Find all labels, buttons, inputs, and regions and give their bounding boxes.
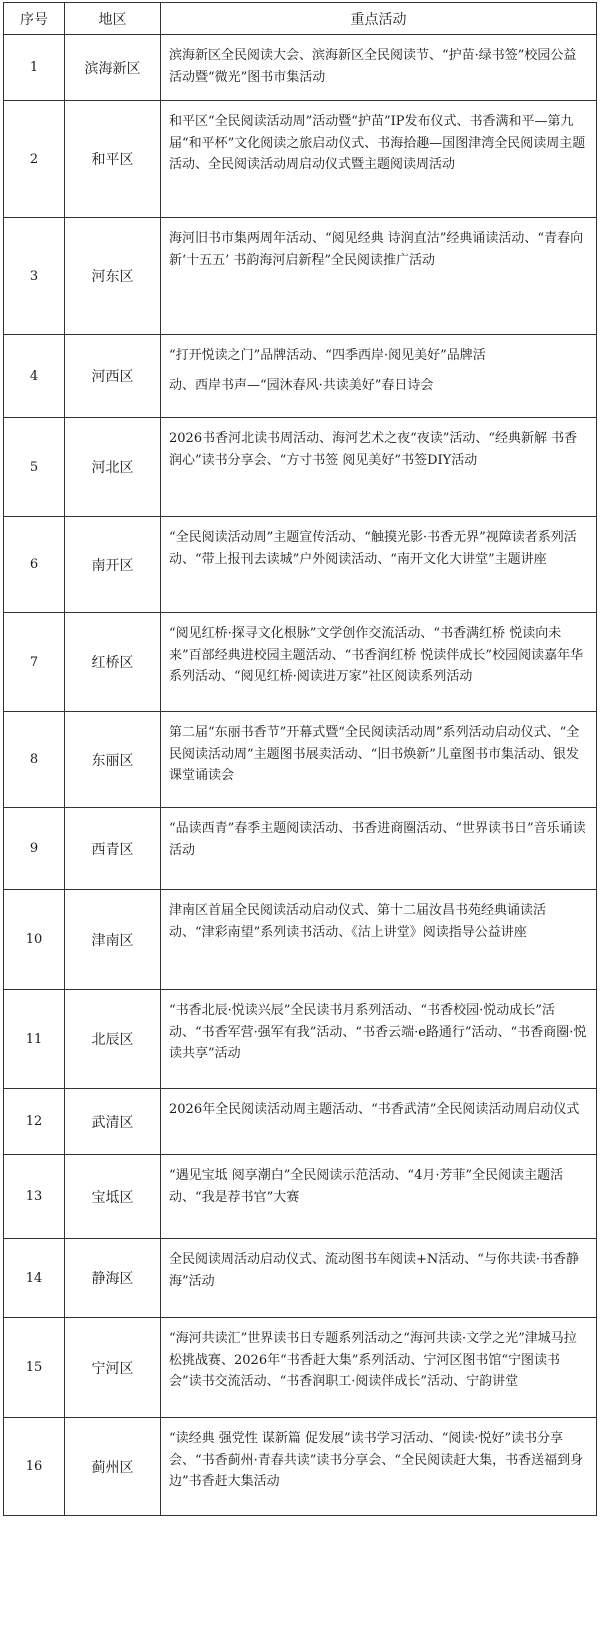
table-row bbox=[4, 808, 597, 890]
table-row bbox=[4, 990, 597, 1089]
activity-text: 全民阅读周活动启动仪式、流动图书车阅读+N活动、“与你共读·书香静海”活动 bbox=[169, 1252, 580, 1289]
header-num: 序号 bbox=[4, 3, 65, 35]
table-row bbox=[4, 418, 597, 517]
table-row bbox=[4, 1155, 597, 1239]
row-number: 4 bbox=[4, 335, 65, 418]
row-activity bbox=[161, 1155, 597, 1239]
row-district: 河北区 bbox=[65, 418, 161, 517]
row-number: 13 bbox=[4, 1155, 65, 1239]
row-number: 5 bbox=[4, 418, 65, 517]
row-activity bbox=[161, 101, 597, 218]
row-activity bbox=[161, 1418, 597, 1516]
table-row bbox=[4, 1089, 597, 1155]
header-row bbox=[4, 3, 597, 35]
row-number: 16 bbox=[4, 1418, 65, 1516]
row-number: 2 bbox=[4, 101, 65, 218]
row-activity bbox=[161, 613, 597, 712]
row-number: 6 bbox=[4, 517, 65, 613]
row-activity bbox=[161, 712, 597, 808]
row-number: 10 bbox=[4, 890, 65, 990]
row-activity bbox=[161, 35, 597, 101]
row-district: 津南区 bbox=[65, 890, 161, 990]
row-district: 红桥区 bbox=[65, 613, 161, 712]
row-activity bbox=[161, 1089, 597, 1155]
activities-table bbox=[3, 2, 597, 1516]
row-district: 宝坻区 bbox=[65, 1155, 161, 1239]
row-district: 静海区 bbox=[65, 1239, 161, 1318]
activity-text: “全民阅读活动周”主题宣传活动、“触摸光影·书香无界”视障读者系列活动、“带上报刊去读城”户外阅读活动、“南开文化大讲堂”主题讲座 bbox=[169, 530, 577, 567]
row-number: 8 bbox=[4, 712, 65, 808]
table-row bbox=[4, 712, 597, 808]
row-district: 滨海新区 bbox=[65, 35, 161, 101]
activity-text: “阅见红桥·探寻文化根脉”文学创作交流活动、“书香满红桥 悦读向未来”百部经典进校园主题活动、“书香润红桥 悦读伴成长”校园阅读嘉年华系列活动、“阅见红桥·阅读进万家”社区阅读系列活动 bbox=[169, 626, 584, 684]
row-number: 9 bbox=[4, 808, 65, 890]
row-activity bbox=[161, 1318, 597, 1418]
row-district: 河西区 bbox=[65, 335, 161, 418]
activity-text: 2026书香河北读书周活动、海河艺术之夜“夜读”活动、“经典新解 书香润心”读书分享会、“方寸书签 阅见美好”书签DIY活动 bbox=[169, 431, 578, 468]
table-row bbox=[4, 1239, 597, 1318]
row-district: 北辰区 bbox=[65, 990, 161, 1089]
row-district: 南开区 bbox=[65, 517, 161, 613]
table-row bbox=[4, 890, 597, 990]
row-number: 1 bbox=[4, 35, 65, 101]
row-number: 7 bbox=[4, 613, 65, 712]
table-row bbox=[4, 613, 597, 712]
activity-text: “书香北辰·悦读兴辰”全民读书月系列活动、“书香校园·悦动成长”活动、“书香军营·强军有我”活动、“书香云端·e路通行”活动、“书香商圈·悦读共享”活动 bbox=[169, 1003, 587, 1061]
row-activity bbox=[161, 1239, 597, 1318]
row-activity bbox=[161, 890, 597, 990]
row-district: 宁河区 bbox=[65, 1318, 161, 1418]
row-activity bbox=[161, 808, 597, 890]
table-row bbox=[4, 335, 597, 418]
row-number: 11 bbox=[4, 990, 65, 1089]
row-activity bbox=[161, 335, 597, 418]
table-body bbox=[4, 35, 597, 1516]
activity-text: 津南区首届全民阅读活动启动仪式、第十二届汝昌书苑经典诵读活动、“津彩南望”系列读书活动、《沽上讲堂》阅读指导公益讲座 bbox=[169, 903, 547, 940]
row-number: 14 bbox=[4, 1239, 65, 1318]
row-activity bbox=[161, 418, 597, 517]
row-district: 武清区 bbox=[65, 1089, 161, 1155]
header-activity: 重点活动 bbox=[161, 3, 597, 35]
activity-text: “读经典 强党性 谋新篇 促发展”读书学习活动、“阅读·悦好”读书分享会、“书香蓟州·青春共读”读书分享会、“全民阅读赶大集，书香送福到身边”书香赶大集活动 bbox=[169, 1431, 584, 1489]
row-activity bbox=[161, 990, 597, 1089]
row-number: 12 bbox=[4, 1089, 65, 1155]
table-row bbox=[4, 1418, 597, 1516]
activity-text: 第二届“东丽书香节”开幕式暨“全民阅读活动周”系列活动启动仪式、“全民阅读活动周”主题图书展卖活动、“旧书焕新”儿童图书市集活动、银发课堂诵读会 bbox=[169, 725, 580, 783]
activity-text: 2026年全民阅读活动周主题活动、“书香武清”全民阅读活动周启动仪式 bbox=[169, 1102, 580, 1117]
row-activity bbox=[161, 218, 597, 335]
row-number: 3 bbox=[4, 218, 65, 335]
table-row bbox=[4, 35, 597, 101]
row-number: 15 bbox=[4, 1318, 65, 1418]
activity-text: “品读西青”春季主题阅读活动、书香进商圈活动、“世界读书日”音乐诵读活动 bbox=[169, 821, 586, 858]
activity-text: “遇见宝坻 阅享潮白”全民阅读示范活动、“4月·芳菲”全民阅读主题活动、“我是荐书官”大赛 bbox=[169, 1168, 564, 1205]
activity-text: “海河共读汇”世界读书日专题系列活动之“海河共读·文学之光”津城马拉松挑战赛、2026年“书香赶大集”系列活动、宁河区图书馆“宁图读书会”读书交流活动、“书香润职工·阅读伴成长”活动、宁韵讲堂 bbox=[169, 1331, 577, 1389]
table-row bbox=[4, 517, 597, 613]
table-row bbox=[4, 218, 597, 335]
row-district: 和平区 bbox=[65, 101, 161, 218]
activity-text: “打开悦读之门”品牌活动、“四季西岸·阅见美好”品牌活 bbox=[169, 348, 486, 363]
header-district: 地区 bbox=[65, 3, 161, 35]
row-activity bbox=[161, 517, 597, 613]
activity-text: 和平区“全民阅读活动周”活动暨“护苗”IP发布仪式、书香满和平—第九届“和平杯”文化阅读之旅启动仪式、书海拾趣—国图津湾全民阅读周主题活动、全民阅读活动周启动仪式暨主题阅读周活动 bbox=[169, 114, 586, 172]
row-district: 东丽区 bbox=[65, 712, 161, 808]
row-district: 西青区 bbox=[65, 808, 161, 890]
table-row bbox=[4, 1318, 597, 1418]
table-row bbox=[4, 101, 597, 218]
activity-text: 动、西岸书声—“园沐春风·共读美好”春日诗会 bbox=[169, 377, 434, 393]
row-district: 河东区 bbox=[65, 218, 161, 335]
row-district: 蓟州区 bbox=[65, 1418, 161, 1516]
activity-text: 滨海新区全民阅读大会、滨海新区全民阅读节、“护苗·绿书签”校园公益活动暨“微光”图书市集活动 bbox=[169, 48, 577, 85]
activity-text: 海河旧书市集两周年活动、“阅见经典 诗润直沽”经典诵读活动、“青春向新‘十五五’ 书韵海河启新程”全民阅读推广活动 bbox=[169, 231, 584, 268]
